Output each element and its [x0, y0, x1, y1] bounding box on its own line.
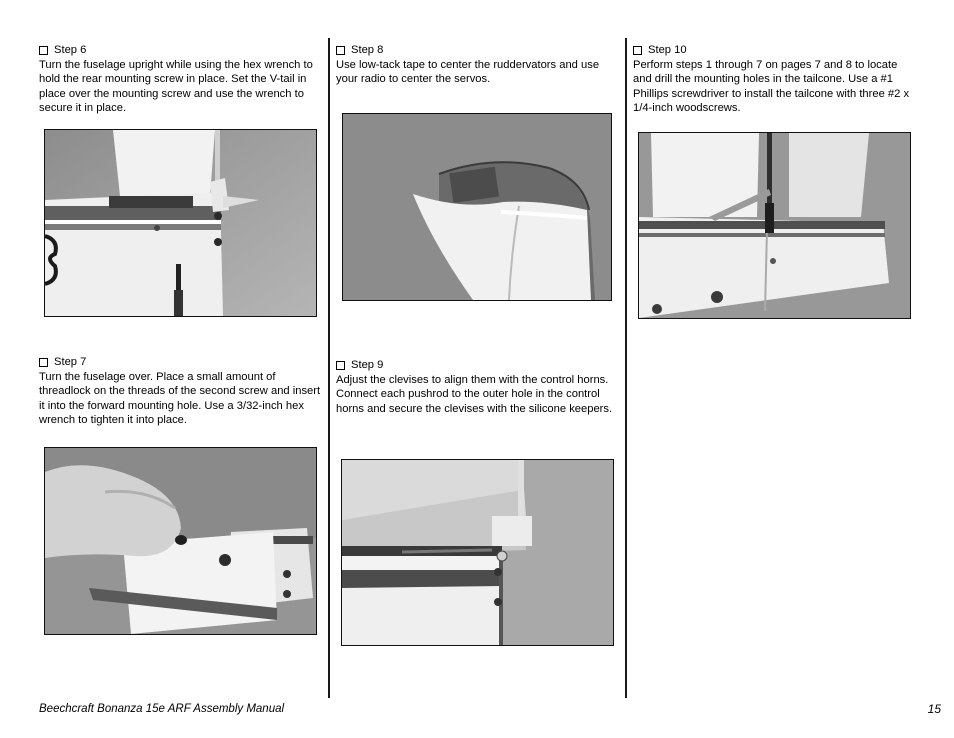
- step-7-label: Step 7: [54, 356, 87, 368]
- step-7-header: [39, 355, 325, 370]
- step-6-checkbox[interactable]: [39, 46, 48, 55]
- step-6-text: Turn the fuselage upright while using the hex wrench to hold the rear mounting screw in place. Set the V-tail in place over the mounting screw and use the wrench to secure it in place.: [39, 58, 313, 115]
- step-9-photo: [341, 459, 614, 646]
- step-8: [336, 43, 621, 87]
- step-9: [336, 358, 621, 416]
- column-divider-2: [625, 38, 627, 698]
- step-8-text: Use low-tack tape to center the ruddervators and use your radio to center the servos.: [336, 58, 600, 86]
- step-6: [39, 43, 325, 116]
- step-9-header: [336, 358, 621, 373]
- step-8-checkbox[interactable]: [336, 46, 345, 55]
- step-10-checkbox[interactable]: [633, 46, 642, 55]
- step-6-photo: [44, 129, 317, 317]
- step-6-header: [39, 43, 325, 58]
- step-10-photo: [638, 132, 911, 319]
- step-8-photo: [342, 113, 612, 301]
- step-7: [39, 355, 325, 428]
- step-10-header: [633, 43, 918, 58]
- step-8-header: [336, 43, 621, 58]
- step-10: [633, 43, 918, 116]
- step-9-label: Step 9: [351, 359, 384, 371]
- step-9-text: Adjust the clevises to align them with the control horns. Connect each pushrod to the outer hole in the control horns and secure the clevises with the silicone keepers.: [336, 373, 613, 415]
- manual-title: Beechcraft Bonanza 15e ARF Assembly Manual: [39, 703, 285, 715]
- step-10-label: Step 10: [648, 44, 687, 56]
- step-10-text: Perform steps 1 through 7 on pages 7 and 8 to locate and drill the mounting holes in the tailcone. Use a #1 Phillips screwdriver to install the tailcone with three #2 x 1/4-inch woodscrews.: [633, 58, 910, 115]
- step-6-label: Step 6: [54, 44, 87, 56]
- step-7-text: Turn the fuselage over. Place a small amount of threadlock on the threads of the second screw and insert it into the forward mounting hole. Use a 3/32-inch hex wrench to tighten it into place.: [39, 370, 321, 427]
- step-9-checkbox[interactable]: [336, 361, 345, 370]
- column-divider-1: [328, 38, 330, 698]
- step-7-photo: [44, 447, 317, 635]
- page-number: 15: [927, 702, 941, 716]
- step-7-checkbox[interactable]: [39, 358, 48, 367]
- step-8-label: Step 8: [351, 44, 384, 56]
